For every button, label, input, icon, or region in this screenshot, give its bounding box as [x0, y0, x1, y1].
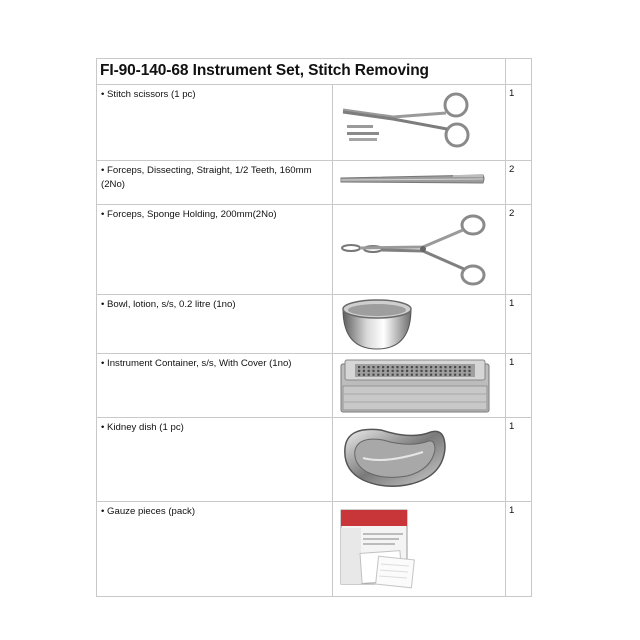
item-description: • Kidney dish (1 pc): [101, 422, 184, 433]
dissecting-forceps-icon: [333, 161, 506, 205]
title-qty-cell: [506, 59, 532, 85]
lotion-bowl-icon: [333, 295, 506, 354]
title-row: [97, 59, 532, 85]
item-description: • Instrument Container, s/s, With Cover (1no): [101, 358, 292, 369]
item-description: • Gauze pieces (pack): [101, 506, 196, 517]
table-row: [97, 161, 532, 205]
description-cell: [97, 205, 333, 295]
document-title: FI-90-140-68 Instrument Set, Stitch Removing: [100, 62, 429, 79]
quantity-cell: [506, 205, 532, 295]
table-row: [97, 418, 532, 502]
item-quantity: 1: [509, 298, 515, 309]
quantity-cell: [506, 418, 532, 502]
quantity-cell: [506, 161, 532, 205]
item-quantity: 2: [509, 164, 515, 175]
table-row: [97, 502, 532, 597]
quantity-cell: [506, 85, 532, 161]
instrument-container-icon: [333, 354, 506, 418]
kidney-dish-icon: [333, 418, 506, 502]
quantity-cell: [506, 354, 532, 418]
description-cell: [97, 502, 333, 597]
item-description: • Forceps, Dissecting, Straight, 1/2 Teeth, 160mm (2No): [101, 165, 312, 190]
image-cell: [333, 418, 506, 502]
image-cell: [333, 85, 506, 161]
item-description: • Bowl, lotion, s/s, 0.2 litre (1no): [101, 299, 236, 310]
item-quantity: 1: [509, 88, 515, 99]
table-row: [97, 205, 532, 295]
title-cell: [97, 59, 506, 85]
image-cell: [333, 354, 506, 418]
item-quantity: 1: [509, 505, 515, 516]
quantity-cell: [506, 502, 532, 597]
table-row: [97, 85, 532, 161]
description-cell: [97, 85, 333, 161]
item-quantity: 1: [509, 421, 515, 432]
image-cell: [333, 502, 506, 597]
item-description: • Stitch scissors (1 pc): [101, 89, 196, 100]
table-row: [97, 295, 532, 354]
image-cell: [333, 205, 506, 295]
table-row: [97, 354, 532, 418]
image-cell: [333, 295, 506, 354]
item-description: • Forceps, Sponge Holding, 200mm(2No): [101, 209, 277, 220]
item-quantity: 2: [509, 208, 515, 219]
quantity-cell: [506, 295, 532, 354]
stitch-scissors-icon: [333, 85, 506, 161]
description-cell: [97, 354, 333, 418]
item-quantity: 1: [509, 357, 515, 368]
gauze-pack-icon: [333, 502, 506, 597]
description-cell: [97, 418, 333, 502]
image-cell: [333, 161, 506, 205]
description-cell: [97, 161, 333, 205]
instrument-set-table: [96, 58, 532, 597]
sponge-forceps-icon: [333, 205, 506, 295]
description-cell: [97, 295, 333, 354]
